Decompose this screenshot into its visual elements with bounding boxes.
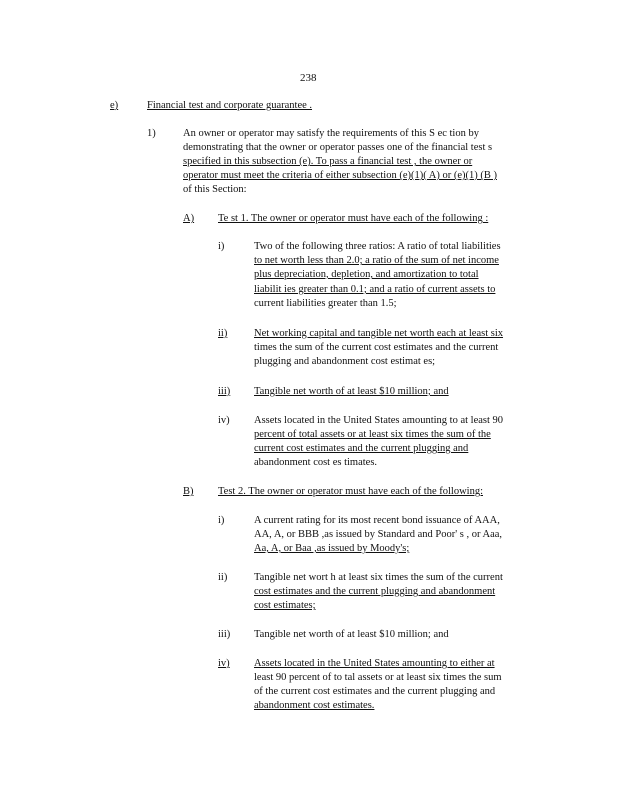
para-1-label: 1)	[147, 128, 156, 139]
item-line: of the current cost estimates and the current plugging and	[254, 686, 496, 697]
para-1-line: specified in this subsection (e). To pass a financial test , the owner or	[183, 156, 473, 167]
item-line: Tangible net wort h at least six times the sum of the current	[254, 572, 503, 583]
item-line: Tangible net worth of at least $10 million; and	[254, 629, 449, 640]
item-line: least 90 percent of to tal assets or at least six times the sum	[254, 672, 502, 683]
test-b-item-label: i)	[218, 515, 225, 526]
test-b-label: B)	[183, 486, 194, 497]
test-a-item-label: iv)	[218, 415, 230, 426]
item-line: plugging and abandonment cost estimat es;	[254, 356, 436, 367]
para-1-line: of this Section:	[183, 184, 247, 195]
item-line: Assets located in the United States amounting to either at	[254, 658, 495, 669]
item-line: times the sum of the current cost estimates and the current	[254, 342, 499, 353]
item-line: cost estimates and the current plugging and abandonment	[254, 586, 496, 597]
test-a-heading: Te st 1. The owner or operator must have each of the following :	[218, 213, 489, 224]
item-line: to net worth less than 2.0; a ratio of the sum of net income	[254, 255, 499, 266]
item-line: current cost estimates and the current plugging and	[254, 443, 469, 454]
item-line: abandonment cost estimates.	[254, 700, 375, 711]
test-a-item-label: ii)	[218, 328, 228, 339]
item-line: Aa, A, or Baa ,as issued by Moody's;	[254, 543, 410, 554]
item-line: liabilit ies greater than 0.1; and a ratio of current assets to	[254, 284, 496, 295]
item-line: A current rating for its most recent bond issuance of AAA,	[254, 515, 500, 526]
page-number: 238	[300, 72, 317, 84]
test-b-item-label: iii)	[218, 629, 231, 640]
item-line: cost estimates;	[254, 600, 316, 611]
test-b-item-label: iv)	[218, 658, 230, 669]
item-line: Assets located in the United States amounting to at least 90	[254, 415, 504, 426]
item-line: Net working capital and tangible net worth each at least six	[254, 328, 504, 339]
item-line: Tangible net worth of at least $10 million; and	[254, 386, 449, 397]
test-a-item-label: iii)	[218, 386, 231, 397]
item-line: AA, A, or BBB ,as issued by Standard and Poor' s , or Aaa,	[254, 529, 503, 540]
item-line: abandonment cost es timates.	[254, 457, 378, 468]
test-b-item-label: ii)	[218, 572, 228, 583]
test-a-item-label: i)	[218, 241, 225, 252]
item-line: percent of total assets or at least six times the sum of the	[254, 429, 491, 440]
item-line: current liabilities greater than 1.5;	[254, 298, 397, 309]
para-1-line: demonstrating that the owner or operator passes one of the financial test s	[183, 142, 493, 153]
para-1-line: An owner or operator may satisfy the requirements of this S ec tion by	[183, 128, 479, 139]
test-a-label: A)	[183, 213, 195, 224]
item-line: Two of the following three ratios: A ratio of total liabilities	[254, 241, 501, 252]
section-e-label: e)	[110, 100, 119, 111]
item-line: plus depreciation, depletion, and amortization to total	[254, 269, 479, 280]
para-1-line: operator must meet the criteria of either subsection (e)(1)( A) or (e)(1) (B )	[183, 170, 497, 181]
test-b-heading: Test 2. The owner or operator must have each of the following:	[218, 486, 483, 497]
section-e-heading: Financial test and corporate guarantee .	[147, 100, 313, 111]
